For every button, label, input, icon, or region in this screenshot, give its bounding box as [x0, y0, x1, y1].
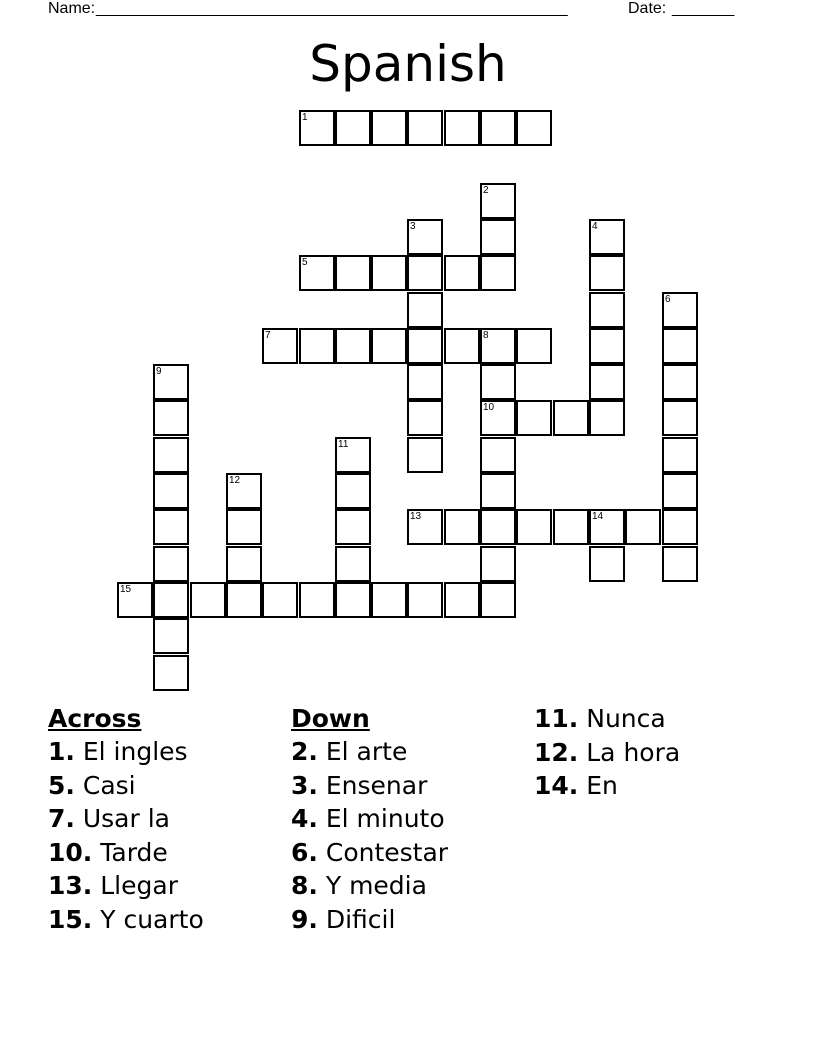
grid-cell[interactable]	[444, 255, 480, 291]
grid-cell[interactable]	[153, 655, 189, 691]
grid-cell[interactable]	[662, 509, 698, 545]
clue-across-1: 1. El ingles	[48, 737, 188, 766]
grid-cell[interactable]	[335, 546, 371, 582]
grid-cell[interactable]	[480, 219, 516, 255]
down-clues-continued	[534, 702, 680, 803]
grid-cell[interactable]	[407, 255, 443, 291]
clue-down-6: 6. Contestar	[291, 837, 449, 867]
grid-cell[interactable]	[444, 328, 480, 364]
grid-cell[interactable]	[589, 364, 625, 400]
grid-cell[interactable]	[407, 292, 443, 328]
grid-cell[interactable]	[589, 255, 625, 291]
grid-cell[interactable]	[407, 582, 443, 618]
grid-cell[interactable]	[662, 546, 698, 582]
grid-cell[interactable]	[407, 437, 443, 473]
name-label: Name:	[48, 0, 96, 17]
grid-cell[interactable]	[662, 400, 698, 436]
grid-cell[interactable]	[516, 400, 552, 436]
grid-cell[interactable]	[407, 219, 443, 255]
grid-cell[interactable]	[589, 546, 625, 582]
grid-cell[interactable]	[335, 255, 371, 291]
grid-cell[interactable]	[262, 582, 298, 618]
across-heading: Across	[48, 704, 142, 733]
grid-cell[interactable]	[480, 183, 516, 219]
cell-number: 13	[410, 511, 422, 522]
grid-cell[interactable]	[407, 400, 443, 436]
grid-cell[interactable]	[444, 582, 480, 618]
clue-across-15: 15. Y cuarto	[48, 904, 204, 934]
grid-cell[interactable]	[153, 509, 189, 545]
grid-cell[interactable]	[553, 400, 589, 436]
clue-across-10: 10. Tarde	[48, 837, 168, 867]
cell-number: 9	[156, 366, 162, 377]
cell-number: 12	[229, 475, 241, 486]
grid-cell[interactable]	[589, 400, 625, 436]
grid-cell[interactable]	[335, 437, 371, 473]
clue-across-13: 13. Llegar	[48, 871, 178, 900]
cell-number: 8	[483, 330, 489, 341]
grid-cell[interactable]	[407, 328, 443, 364]
date-blank-line[interactable]: _______	[672, 0, 735, 17]
clue-down-14: 14. En	[534, 771, 618, 800]
cell-number: 6	[665, 294, 671, 305]
grid-cell[interactable]	[335, 473, 371, 509]
grid-cell[interactable]	[589, 509, 625, 545]
grid-cell[interactable]	[407, 509, 443, 545]
grid-cell[interactable]	[480, 509, 516, 545]
cell-number: 14	[592, 511, 604, 522]
grid-cell[interactable]	[335, 328, 371, 364]
cell-number: 10	[483, 402, 495, 413]
clue-down-3: 3. Ensenar	[291, 770, 428, 800]
cell-number: 11	[338, 439, 349, 450]
clue-down-11: 11. Nunca	[534, 704, 666, 733]
clue-down-12: 12. La hora	[534, 737, 681, 767]
clue-down-4: 4. El minuto	[291, 804, 445, 833]
grid-cell[interactable]	[262, 328, 298, 364]
cell-number: 2	[483, 185, 489, 196]
down-clues	[291, 702, 448, 936]
cell-number: 7	[265, 330, 271, 341]
grid-cell[interactable]	[371, 328, 407, 364]
grid-cell[interactable]	[335, 509, 371, 545]
grid-cell[interactable]	[153, 546, 189, 582]
grid-cell[interactable]	[480, 110, 516, 146]
grid-cell[interactable]	[407, 110, 443, 146]
clue-across-7: 7. Usar la	[48, 804, 170, 833]
grid-cell[interactable]	[662, 364, 698, 400]
grid-cell[interactable]	[299, 582, 335, 618]
grid-cell[interactable]	[299, 328, 335, 364]
grid-cell[interactable]	[662, 292, 698, 328]
grid-cell[interactable]	[153, 364, 189, 400]
grid-cell[interactable]	[153, 400, 189, 436]
grid-cell[interactable]	[480, 400, 516, 436]
grid-cell[interactable]	[444, 110, 480, 146]
grid-cell[interactable]	[516, 328, 552, 364]
grid-cell[interactable]	[226, 546, 262, 582]
grid-cell[interactable]	[153, 437, 189, 473]
grid-cell[interactable]	[662, 473, 698, 509]
grid-cell[interactable]	[371, 582, 407, 618]
grid-cell[interactable]	[480, 437, 516, 473]
page-title: Spanish	[309, 35, 507, 93]
grid-cell[interactable]	[153, 618, 189, 654]
grid-cell[interactable]	[662, 437, 698, 473]
grid-cell[interactable]	[480, 364, 516, 400]
date-label: Date:	[628, 0, 667, 17]
grid-cell[interactable]	[299, 110, 335, 146]
grid-cell[interactable]	[190, 582, 226, 618]
grid-cell[interactable]	[299, 255, 335, 291]
grid-cell[interactable]	[516, 509, 552, 545]
clue-across-5: 5. Casi	[48, 770, 136, 800]
grid-cell[interactable]	[589, 328, 625, 364]
clue-down-8: 8. Y media	[291, 871, 427, 900]
cell-number: 15	[120, 584, 132, 595]
grid-cell[interactable]	[662, 328, 698, 364]
grid-cell[interactable]	[480, 255, 516, 291]
grid-cell[interactable]	[407, 364, 443, 400]
cell-number: 1	[302, 112, 308, 123]
down-heading: Down	[291, 704, 370, 733]
grid-cell[interactable]	[371, 255, 407, 291]
grid-cell[interactable]	[625, 509, 661, 545]
cell-number: 3	[410, 221, 416, 232]
clue-down-9: 9. Dificil	[291, 904, 396, 934]
grid-cell[interactable]	[480, 582, 516, 618]
across-clues	[48, 702, 204, 936]
name-blank-line[interactable]: _____________________________________________________	[96, 0, 568, 17]
grid-cell[interactable]	[589, 219, 625, 255]
grid-cell[interactable]	[553, 509, 589, 545]
grid-cell[interactable]	[480, 546, 516, 582]
grid-cell[interactable]	[153, 473, 189, 509]
grid-cell[interactable]	[117, 582, 153, 618]
grid-cell[interactable]	[226, 473, 262, 509]
cell-number: 5	[302, 257, 308, 268]
grid-cell[interactable]	[335, 110, 371, 146]
grid-cell[interactable]	[589, 292, 625, 328]
grid-cell[interactable]	[153, 582, 189, 618]
grid-cell[interactable]	[335, 582, 371, 618]
clue-down-2: 2. El arte	[291, 737, 408, 766]
grid-cell[interactable]	[226, 582, 262, 618]
grid-cell[interactable]	[371, 110, 407, 146]
grid-cell[interactable]	[444, 509, 480, 545]
grid-cell[interactable]	[480, 473, 516, 509]
grid-cell[interactable]	[226, 509, 262, 545]
grid-cell[interactable]	[480, 328, 516, 364]
cell-number: 4	[592, 221, 598, 232]
grid-cell[interactable]	[516, 110, 552, 146]
